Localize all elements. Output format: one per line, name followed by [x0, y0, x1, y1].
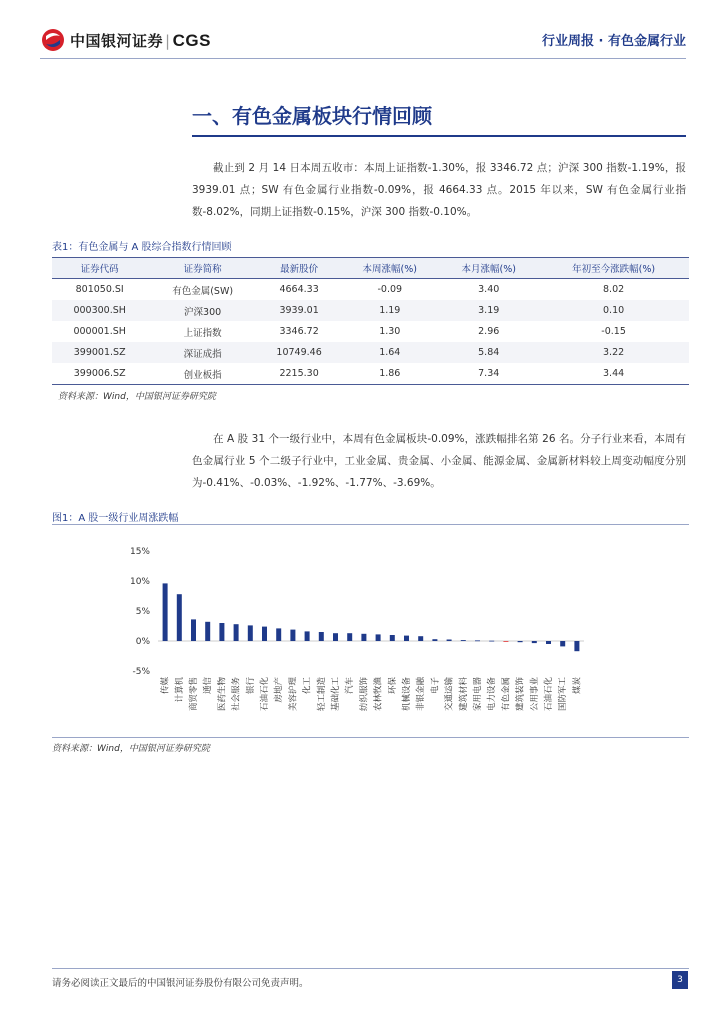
table-source-note: 资料来源：Wind，中国银河证券研究院 [58, 392, 216, 402]
table-row [52, 300, 689, 321]
x-category-label: 银行 [245, 677, 256, 695]
x-category-label: 商贸零售 [189, 677, 199, 712]
table-cell: 沪深300 [147, 300, 258, 321]
table-row [52, 321, 689, 342]
bar [191, 619, 196, 641]
x-category-label: 煤炭 [572, 677, 583, 695]
table-cell: 3.22 [538, 342, 689, 363]
bar [361, 634, 366, 641]
bar [347, 633, 352, 641]
x-category-label: 建筑装饰 [515, 677, 526, 712]
table-cell: 1.19 [340, 300, 439, 321]
y-tick-label: 5% [135, 607, 150, 617]
bar [319, 632, 324, 641]
chart-title: 图1：A 股一级行业周涨跌幅 [52, 513, 179, 524]
table-cell: 深证成指 [147, 342, 258, 363]
table-cell: 3.44 [538, 363, 689, 385]
x-category-label: 建筑材料 [458, 677, 469, 712]
table-row [52, 342, 689, 363]
table-cell: 10749.46 [258, 342, 340, 363]
x-category-label: 农林牧渔 [373, 677, 384, 712]
table-header-cell: 年初至今涨跌幅(%) [538, 258, 689, 279]
x-category-label: 计算机 [174, 677, 185, 703]
table-header-cell: 证券代码 [52, 258, 147, 279]
bar [560, 641, 565, 646]
page-number: 3 [672, 971, 688, 989]
x-category-label: 传媒 [160, 677, 171, 695]
header-divider [40, 58, 686, 59]
x-category-label: 美容护理 [288, 677, 299, 712]
x-category-label: 轻工制造 [316, 677, 327, 712]
x-category-label: 医药生物 [217, 677, 228, 712]
bar [205, 622, 210, 641]
logo-text: 中国银河证券 | CGS [70, 31, 211, 50]
x-category-label: 交通运输 [444, 677, 455, 712]
table-row [52, 279, 689, 301]
table-cell: 399006.SZ [52, 363, 147, 385]
table-cell: 1.30 [379, 326, 401, 337]
table-cell: -0.15 [601, 326, 626, 337]
footer-disclaimer: 请务必阅读正文最后的中国银河证券股份有限公司免责声明。 [52, 978, 309, 989]
table-cell: 7.34 [439, 363, 538, 385]
x-category-label: 纺织服饰 [359, 677, 370, 712]
table-cell: 4664.33 [279, 284, 319, 295]
table-cell: 3346.72 [279, 326, 319, 337]
table-cell: 有色金属(SW) [172, 285, 234, 297]
x-category-label: 房地产 [274, 677, 285, 703]
table-cell: 创业板指 [147, 363, 258, 385]
company-logo [40, 26, 240, 54]
table-cell: 3.19 [439, 300, 538, 321]
x-category-label: 电子 [430, 677, 441, 695]
table-cell: 2215.30 [258, 363, 340, 385]
bar [163, 583, 168, 641]
bar [432, 639, 437, 641]
bar [503, 641, 508, 642]
bar [219, 623, 224, 641]
x-category-label: 社会服务 [231, 677, 242, 712]
x-category-label: 机械设备 [402, 677, 412, 712]
y-tick-label: 10% [129, 577, 150, 587]
table-cell: 1.64 [340, 342, 439, 363]
x-category-label: 家用电器 [473, 677, 483, 712]
table-cell: 2.96 [478, 326, 500, 337]
x-category-label: 石油石化 [260, 677, 270, 712]
bar [290, 630, 295, 641]
bar [418, 636, 423, 641]
section-title: 一、有色金属板块行情回顾 [192, 104, 432, 128]
bar [262, 627, 267, 641]
x-category-label: 石油石化 [544, 677, 554, 712]
bar [489, 641, 494, 642]
footer-divider [52, 968, 689, 969]
chart-bottom-divider [52, 737, 689, 738]
bar [532, 641, 537, 643]
x-category-label: 汽车 [345, 677, 356, 695]
x-category-label: 基础化工 [331, 677, 341, 712]
y-tick-label: 15% [129, 547, 150, 557]
chart-source-note: 资料来源：Wind，中国银河证券研究院 [52, 744, 210, 754]
report-type-label: 行业周报 · 有色金属行业 [542, 34, 686, 49]
x-category-label: 非银金融 [416, 677, 427, 712]
y-tick-label: 0% [135, 637, 150, 647]
table-header-cell: 本月涨幅(%) [439, 258, 538, 279]
bar [376, 634, 381, 641]
bar [234, 624, 239, 641]
bar [248, 625, 253, 641]
industry-weekly-change-chart [100, 535, 660, 725]
bar [177, 594, 182, 641]
table-header-cell: 本周涨幅(%) [340, 258, 439, 279]
table-cell: 3.40 [478, 284, 500, 295]
table-cell: 3939.01 [258, 300, 340, 321]
chart-top-divider [52, 524, 689, 525]
table-header-cell: 最新股价 [258, 258, 340, 279]
bar [276, 628, 281, 641]
table-cell: 801050.SI [75, 284, 124, 295]
y-tick-label: -5% [132, 667, 150, 677]
table-header-cell: 证券简称 [147, 258, 258, 279]
x-category-label: 公用事业 [529, 677, 540, 712]
logo-mark-icon [40, 28, 66, 52]
table-header-row [52, 258, 689, 279]
table-cell: -0.09 [377, 284, 403, 295]
bar [518, 641, 523, 642]
table-caption: 表1：有色金属与 A 股综合指数行情回顾 [52, 242, 232, 253]
table-cell: 上证指数 [183, 327, 222, 339]
table-cell: 399001.SZ [52, 342, 147, 363]
market-summary-paragraph: 截止到 2 月 14 日本周五收市：本周上证指数-1.30%，报 3346.72 点；沪深 300 指数-1.19%，报 3939.01 点；SW 有色金属行业指数-0.09%，报 4664.33 点。2015 年以来，SW 有色金属行业指数-8.02%，同期上证指数-0.15%，沪深 300 指数-0.10%。 [192, 162, 686, 218]
table-cell: 000001.SH [73, 326, 126, 337]
bar [390, 635, 395, 641]
x-category-label: 通信 [203, 677, 214, 695]
bar [546, 641, 551, 644]
table-cell: 000300.SH [52, 300, 147, 321]
table-cell: 5.84 [439, 342, 538, 363]
x-category-label: 电力设备 [487, 677, 498, 712]
x-category-label: 有色金属 [501, 677, 512, 712]
bar [574, 641, 579, 651]
bar [305, 631, 310, 641]
index-review-table [52, 257, 689, 385]
table-row [52, 363, 689, 385]
table-cell: 0.10 [538, 300, 689, 321]
bar [461, 640, 466, 641]
bar [404, 636, 409, 641]
table-cell: 1.86 [340, 363, 439, 385]
x-category-label: 环保 [387, 677, 398, 695]
bar [447, 640, 452, 642]
x-category-label: 化工 [302, 677, 313, 695]
bar [475, 640, 480, 641]
x-category-label: 国防军工 [558, 677, 569, 712]
bar [333, 633, 338, 641]
table-cell: 8.02 [603, 284, 625, 295]
industry-ranking-paragraph: 在 A 股 31 个一级行业中，本周有色金属板块-0.09%，涨跌幅排名第 26 名。分子行业来看，本周有色金属行业 5 个二级子行业中，工业金属、贵金属、小金属、能源金属、金属新材料较上周变动幅度分别为-0.41%、-0.03%、-1.92%、-1.77%、-3.69%。 [192, 433, 686, 489]
section-divider [192, 135, 686, 137]
